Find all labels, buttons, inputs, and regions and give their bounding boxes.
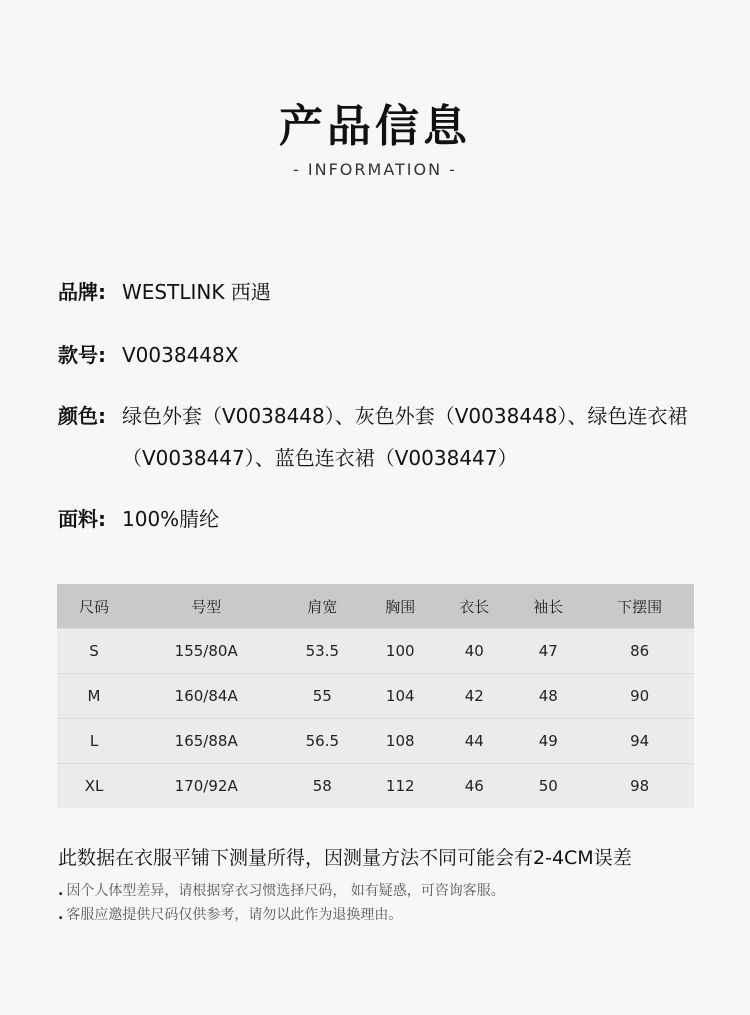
table-cell: 42	[437, 674, 511, 719]
table-cell: 86	[585, 629, 694, 674]
bullet-icon: .	[58, 907, 64, 923]
table-cell: 160/84A	[131, 674, 281, 719]
note-item	[58, 904, 402, 924]
column-header-size: 尺码	[57, 584, 131, 629]
measurement-note: 此数据在衣服平铺下测量所得，因测量方法不同可能会有2-4CM误差	[58, 847, 632, 869]
table-cell: 165/88A	[131, 719, 281, 764]
note-item	[58, 880, 505, 900]
table-cell: 55	[281, 674, 363, 719]
table-cell: 50	[511, 764, 585, 809]
table-cell: 98	[585, 764, 694, 809]
table-cell: S	[57, 629, 131, 674]
info-key-brand: 品牌:	[58, 280, 106, 304]
table-cell: 170/92A	[131, 764, 281, 809]
table-row	[57, 629, 694, 674]
info-value-color: 绿色外套（V0038448）、灰色外套（V0038448）、绿色连衣裙（V0038447）、蓝色连衣裙（V0038447）	[122, 404, 688, 470]
column-header-hem: 下摆围	[585, 584, 694, 629]
bullet-icon: .	[58, 883, 64, 899]
table-cell: 48	[511, 674, 585, 719]
table-row	[57, 764, 694, 809]
info-key-style-number: 款号:	[58, 343, 106, 367]
column-header-chest: 胸围	[363, 584, 437, 629]
table-cell: XL	[57, 764, 131, 809]
size-table	[57, 584, 694, 808]
table-row	[57, 674, 694, 719]
info-row-fabric	[58, 498, 698, 540]
table-cell: 49	[511, 719, 585, 764]
column-header-length: 衣长	[437, 584, 511, 629]
column-header-shoulder: 肩宽	[281, 584, 363, 629]
size-table-header-row	[57, 584, 694, 629]
info-row-color	[58, 395, 698, 479]
info-value-brand: WESTLINK 西遇	[122, 280, 271, 304]
table-cell: 58	[281, 764, 363, 809]
table-row	[57, 719, 694, 764]
table-cell: 46	[437, 764, 511, 809]
table-cell: 100	[363, 629, 437, 674]
table-cell: 56.5	[281, 719, 363, 764]
info-row-style-number	[58, 334, 698, 376]
column-header-sleeve: 袖长	[511, 584, 585, 629]
table-cell: 108	[363, 719, 437, 764]
table-cell: M	[57, 674, 131, 719]
table-cell: 40	[437, 629, 511, 674]
info-key-color: 颜色:	[58, 404, 106, 428]
table-cell: 94	[585, 719, 694, 764]
table-cell: 53.5	[281, 629, 363, 674]
info-key-fabric: 面料:	[58, 507, 106, 531]
note-item-text: 客服应邀提供尺码仅供参考，请勿以此作为退换理由。	[66, 907, 403, 923]
page-title: 产品信息	[279, 101, 471, 152]
column-header-fit: 号型	[131, 584, 281, 629]
table-cell: 44	[437, 719, 511, 764]
page-subtitle: - INFORMATION -	[293, 160, 457, 179]
table-cell: 112	[363, 764, 437, 809]
table-cell: 90	[585, 674, 694, 719]
note-item-text: 因个人体型差异，请根据穿衣习惯选择尺码， 如有疑惑，可咨询客服。	[66, 883, 505, 899]
table-cell: 104	[363, 674, 437, 719]
info-row-brand	[58, 271, 698, 313]
info-value-style-number: V0038448X	[122, 343, 239, 367]
table-cell: L	[57, 719, 131, 764]
info-value-fabric: 100%腈纶	[122, 507, 220, 531]
table-cell: 47	[511, 629, 585, 674]
table-cell: 155/80A	[131, 629, 281, 674]
